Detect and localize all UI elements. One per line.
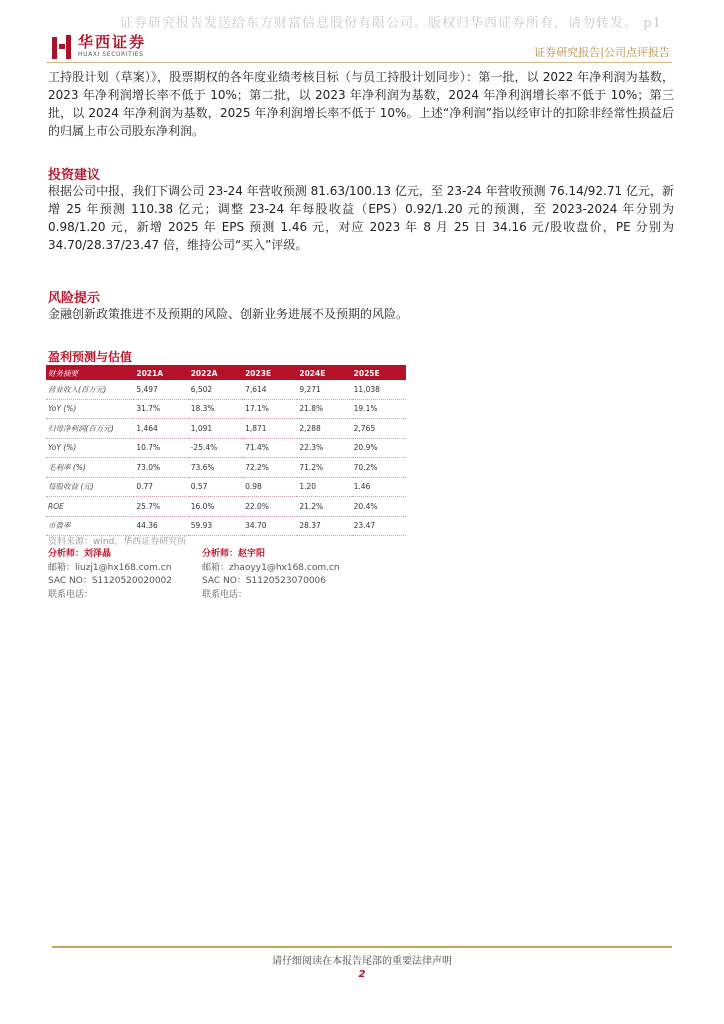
- row-value: 7,614: [243, 380, 297, 399]
- row-value: 20.4%: [352, 497, 406, 517]
- row-value: 10.7%: [134, 438, 188, 458]
- table-source: 资料来源：wind，华西证券研究所: [48, 537, 187, 547]
- row-value: 72.2%: [243, 458, 297, 478]
- analyst-email: 邮箱：zhaoyy1@hx168.com.cn: [202, 562, 340, 573]
- table-header-label: 财务摘要: [46, 366, 134, 380]
- header-divider: [46, 62, 672, 63]
- table-row: [46, 477, 406, 497]
- report-type: 证券研究报告|公司点评报告: [534, 46, 670, 59]
- analyst-name: 分析师：赵宇阳: [202, 549, 266, 559]
- table-row: [46, 380, 406, 399]
- footer-notice: 请仔细阅读在本报告尾部的重要法律声明: [272, 956, 452, 967]
- row-value: 9,271: [297, 380, 351, 399]
- row-value: 6,502: [189, 380, 243, 399]
- row-label: 毛利率 (%): [46, 458, 134, 478]
- row-label: 每股收益 (元): [46, 477, 134, 497]
- page-number: 2: [358, 969, 366, 980]
- row-value: 25.7%: [134, 497, 188, 517]
- row-value: 2,765: [352, 419, 406, 439]
- row-value: 0.57: [189, 477, 243, 497]
- row-value: 22.3%: [297, 438, 351, 458]
- row-value: 22.0%: [243, 497, 297, 517]
- analyst-sac: SAC NO：S1120523070006: [202, 576, 326, 586]
- table-header-year: 2023E: [243, 366, 297, 380]
- forecast-title: 盈利预测与估值: [48, 350, 133, 364]
- logo-en: HUAXI SECURITIES: [78, 51, 144, 58]
- row-value: 44.36: [134, 516, 188, 536]
- intro-paragraph: 工持股计划（草案）》，股票期权的各年度业绩考核目标（与员工持股计划同步）：第一批，以 2022 年净利润为基数，2023 年净利润增长率不低于 10%；第二批，以 2023 年净利润为基数，2024 年净利润增长率不低于 10%；第三批，以 2024 年净利润为基数，2025 年净利润增长率不低于 10%。上述“净利润”指以经审计的扣除非经常性损益后的归属上市公司股东净利润。: [48, 70, 674, 138]
- row-value: 1.20: [297, 477, 351, 497]
- row-value: 0.98: [243, 477, 297, 497]
- table-row: [46, 419, 406, 439]
- row-value: 21.2%: [297, 497, 351, 517]
- table-header-year: 2024E: [297, 366, 351, 380]
- row-value: 59.93: [189, 516, 243, 536]
- table-row: [46, 458, 406, 478]
- watermark: 证券研究报告发送给东方财富信息股份有限公司。版权归华西证券所有，请勿转发。 p1: [120, 16, 662, 31]
- forecast-table: [46, 366, 406, 536]
- row-value: 1,871: [243, 419, 297, 439]
- row-value: 1.46: [352, 477, 406, 497]
- table-header-year: 2021A: [134, 366, 188, 380]
- footer-divider: [52, 946, 672, 948]
- row-label: 营业收入(百万元): [46, 380, 134, 399]
- row-label: 归母净利润(百万元): [46, 419, 134, 439]
- row-value: 17.1%: [243, 399, 297, 419]
- table-header-row: [46, 366, 406, 380]
- row-value: 16.0%: [189, 497, 243, 517]
- analyst-phone: 联系电话：: [48, 589, 94, 600]
- analyst-phone: 联系电话：: [202, 589, 248, 600]
- row-value: 2,288: [297, 419, 351, 439]
- logo-cn: 华西证券: [78, 33, 147, 51]
- investment-title: 投资建议: [48, 168, 101, 183]
- table-header-year: 2025E: [352, 366, 406, 380]
- row-label: 市盈率: [46, 516, 134, 536]
- row-value: 1,091: [189, 419, 243, 439]
- row-value: 71.4%: [243, 438, 297, 458]
- row-value: 71.2%: [297, 458, 351, 478]
- row-value: 18.3%: [189, 399, 243, 419]
- row-value: 5,497: [134, 380, 188, 399]
- analyst-sac: SAC NO：S1120520020002: [48, 576, 172, 586]
- analyst-email: 邮箱：liuzj1@hx168.com.cn: [48, 562, 172, 573]
- company-logo: [52, 34, 146, 59]
- table-row: [46, 497, 406, 517]
- row-value: 34.70: [243, 516, 297, 536]
- row-label: YoY (%): [46, 399, 134, 419]
- row-value: 19.1%: [352, 399, 406, 419]
- table-header-year: 2022A: [189, 366, 243, 380]
- row-value: 21.8%: [297, 399, 351, 419]
- table-row: [46, 399, 406, 419]
- row-value: 31.7%: [134, 399, 188, 419]
- analyst-card: [48, 548, 172, 602]
- row-label: YoY (%): [46, 438, 134, 458]
- row-value: 73.0%: [134, 458, 188, 478]
- row-label: ROE: [46, 497, 134, 517]
- table-row: [46, 516, 406, 536]
- row-value: -25.4%: [189, 438, 243, 458]
- row-value: 70.2%: [352, 458, 406, 478]
- row-value: 0.77: [134, 477, 188, 497]
- investment-text: 根据公司中报，我们下调公司 23-24 年营收预测 81.63/100.13 亿元，至 23-24 年营收预测 76.14/92.71 亿元，新增 25 年预测 110.38 亿元；调整 23-24 年每股收益（EPS）0.92/1.20 元的预测，至 2023-2024 年分别为 0.98/1.20 元，新增 2025 年 EPS 预测 1.46 元，对应 2023 年 8 月 25 日 34.16 元/股收盘价，PE 分别为 34.70/28.37/23.47 倍，维持公司“买入”评级。: [48, 184, 674, 252]
- row-value: 28.37: [297, 516, 351, 536]
- table-row: [46, 438, 406, 458]
- logo-icon: [52, 35, 72, 59]
- row-value: 11,038: [352, 380, 406, 399]
- analyst-card: [202, 548, 340, 602]
- risk-title: 风险提示: [48, 291, 101, 306]
- row-value: 23.47: [352, 516, 406, 536]
- row-value: 73.6%: [189, 458, 243, 478]
- row-value: 20.9%: [352, 438, 406, 458]
- risk-text: 金融创新政策推进不及预期的风险、创新业务进展不及预期的风险。: [48, 307, 409, 321]
- row-value: 1,464: [134, 419, 188, 439]
- analyst-name: 分析师：刘泽晶: [48, 549, 112, 559]
